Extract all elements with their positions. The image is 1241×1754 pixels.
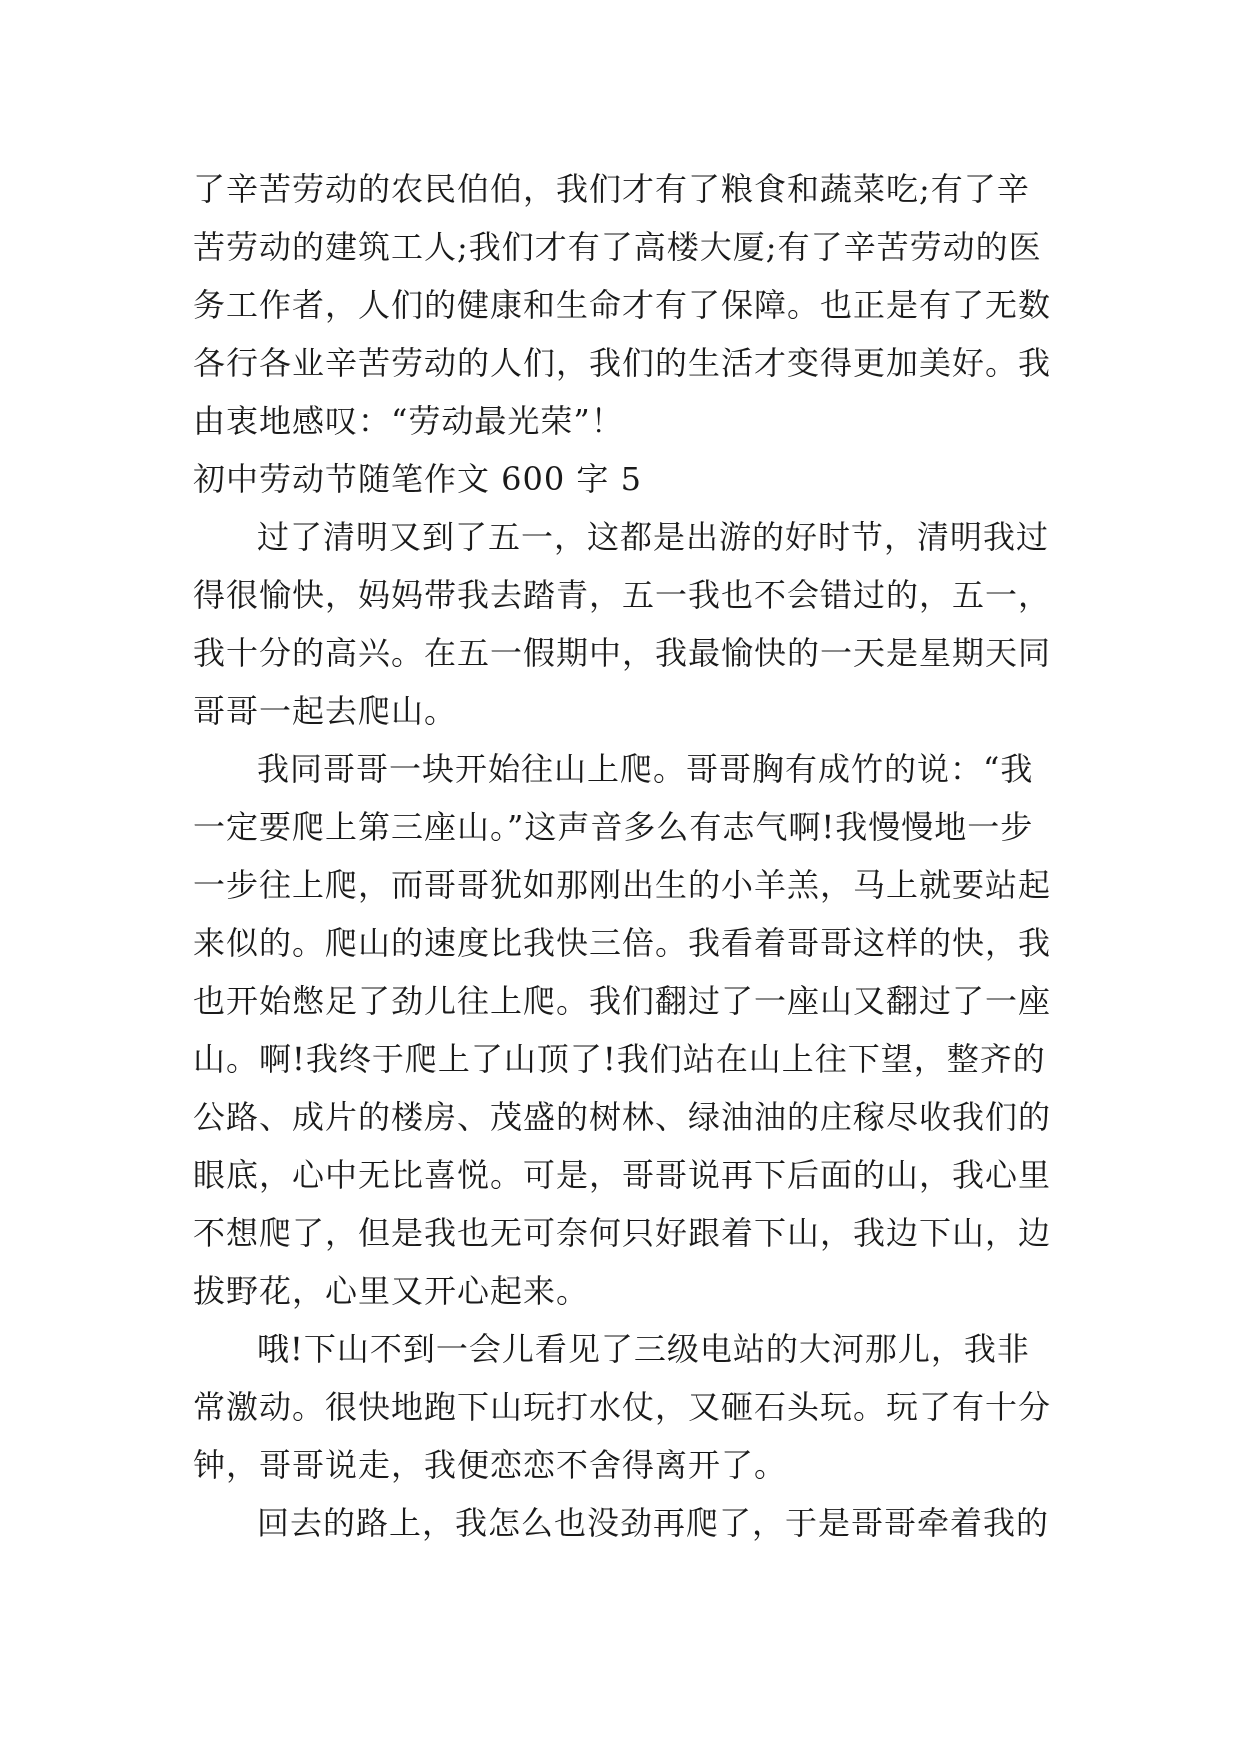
text-line: 由衷地感叹：“劳动最光荣”！	[193, 402, 624, 440]
text-line: 我十分的高兴。在五一假期中，我最愉快的一天是星期天同	[193, 634, 1052, 672]
text-line: 回去的路上，我怎么也没劲再爬了，于是哥哥牵着我的	[257, 1504, 1050, 1542]
paragraph-2	[193, 740, 1053, 1320]
text-line: 来似的。爬山的速度比我快三倍。我看着哥哥这样的快，我	[193, 924, 1052, 962]
text-line: 不想爬了，但是我也无可奈何只好跟着下山，我边下山，边	[193, 1214, 1052, 1252]
text-line: 一步往上爬，而哥哥犹如那刚出生的小羊羔，马上就要站起	[193, 866, 1052, 904]
text-line: 了辛苦劳动的农民伯伯，我们才有了粮食和蔬菜吃;有了辛	[193, 170, 1030, 208]
section-title: 初中劳动节随笔作文 600 字 5	[193, 460, 642, 498]
text-line: 苦劳动的建筑工人;我们才有了高楼大厦;有了辛苦劳动的医	[193, 228, 1042, 266]
text-line: 也开始憋足了劲儿往上爬。我们翻过了一座山又翻过了一座	[193, 982, 1052, 1020]
document-body	[193, 160, 1053, 1552]
text-line: 一定要爬上第三座山。”这声音多么有志气啊!我慢慢地一步	[193, 808, 1034, 846]
text-line: 公路、成片的楼房、茂盛的树林、绿油油的庄稼尽收我们的	[193, 1098, 1052, 1136]
text-line: 钟，哥哥说走，我便恋恋不舍得离开了。	[193, 1446, 788, 1484]
paragraph-3	[193, 1320, 1053, 1494]
text-line: 得很愉快，妈妈带我去踏青，五一我也不会错过的，五一，	[193, 576, 1052, 614]
text-line: 哦!下山不到一会儿看见了三级电站的大河那儿，我非	[257, 1330, 1030, 1368]
text-line: 我同哥哥一块开始往山上爬。哥哥胸有成竹的说：“我	[257, 750, 1034, 788]
text-line: 务工作者，人们的健康和生命才有了保障。也正是有了无数	[193, 286, 1052, 324]
text-line: 拔野花，心里又开心起来。	[193, 1272, 590, 1310]
intro-paragraph	[193, 160, 1053, 450]
text-line: 眼底，心中无比喜悦。可是，哥哥说再下后面的山，我心里	[193, 1156, 1052, 1194]
text-line: 常激动。很快地跑下山玩打水仗，又砸石头玩。玩了有十分	[193, 1388, 1052, 1426]
paragraph-1	[193, 508, 1053, 740]
text-line: 山。啊!我终于爬上了山顶了!我们站在山上往下望，整齐的	[193, 1040, 1046, 1078]
paragraph-4	[193, 1494, 1053, 1552]
text-line: 各行各业辛苦劳动的人们，我们的生活才变得更加美好。我	[193, 344, 1052, 382]
text-line: 过了清明又到了五一，这都是出游的好时节，清明我过	[257, 518, 1050, 556]
text-line: 哥哥一起去爬山。	[193, 692, 458, 730]
